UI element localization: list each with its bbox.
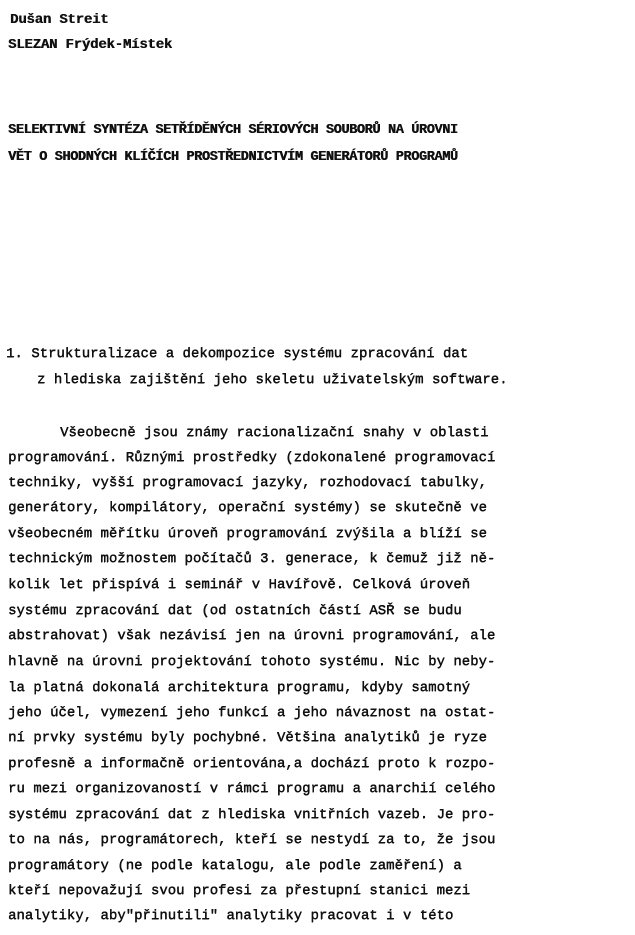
body-line: jeho účel, vymezení jeho funkcí a jeho návaznost na ostat- xyxy=(8,705,496,721)
author-organization: SLEZAN Frýdek-Místek xyxy=(8,37,173,53)
body-line: Všeobecně jsou známy racionalizační snahy v oblasti xyxy=(60,425,489,441)
document-title-line-2: VĚT O SHODNÝCH KLÍČÍCH PROSTŘEDNICTVÍM GENERÁTORŮ PROGRAMŮ xyxy=(8,150,458,165)
body-line: všeobecném měřítku úroveň programování zvýšila a blíží se xyxy=(8,526,487,542)
body-line: techniky, vyšší programovací jazyky, rozhodovací tabulky, xyxy=(8,475,487,491)
body-line: abstrahovat) však nezávisí jen na úrovni programování, ale xyxy=(8,628,496,644)
author-name: Dušan Streit xyxy=(10,12,109,28)
body-line: systému zpracování dat z hlediska vnitřních vazeb. Je pro- xyxy=(8,807,496,823)
section-heading-line-1: 1. Strukturalizace a dekompozice systému zpracování dat xyxy=(6,346,469,362)
body-line: kolik let přispívá i seminář v Havířově. Celková úroveň xyxy=(8,577,471,593)
body-line: ru mezi organizovaností v rámci programu a anarchií celého xyxy=(8,781,496,797)
body-line: analytiky, aby"přinutili" analytiky pracovat i v této xyxy=(8,908,454,924)
body-line: programování. Různými prostředky (zdokonalené programovací xyxy=(8,450,496,466)
body-line: technickým možnostem počítačů 3. generace, k čemuž již ně- xyxy=(8,551,496,567)
body-line: programátory (ne podle katalogu, ale podle zaměření) a xyxy=(8,858,462,874)
document-title-line-1: SELEKTIVNÍ SYNTÉZA SETŘÍDĚNÝCH SÉRIOVÝCH SOUBORŮ NA ÚROVNI xyxy=(8,123,458,138)
body-line: generátory, kompilátory, operační systémy) se skutečně ve xyxy=(8,500,487,516)
body-line: ní prvky systému byly pochybné. Většina analytiků je ryze xyxy=(8,730,487,746)
body-line: kteří nepovažují svou profesi za přestupní stanici mezi xyxy=(8,883,471,899)
body-line: to na nás, programátorech, kteří se nestydí za to, že jsou xyxy=(8,832,496,848)
body-line: systému zpracování dat (od ostatních částí ASŘ se budu xyxy=(8,603,462,619)
body-line: hlavně na úrovni projektování tohoto systému. Nic by neby- xyxy=(8,654,496,670)
section-heading-line-2: z hlediska zajištění jeho skeletu uživatelským software. xyxy=(37,372,508,388)
body-line: profesně a informačně orientována,a dochází proto k rozpo- xyxy=(8,756,496,772)
body-line: la platná dokonalá architektura programu, kdyby samotný xyxy=(8,680,471,696)
